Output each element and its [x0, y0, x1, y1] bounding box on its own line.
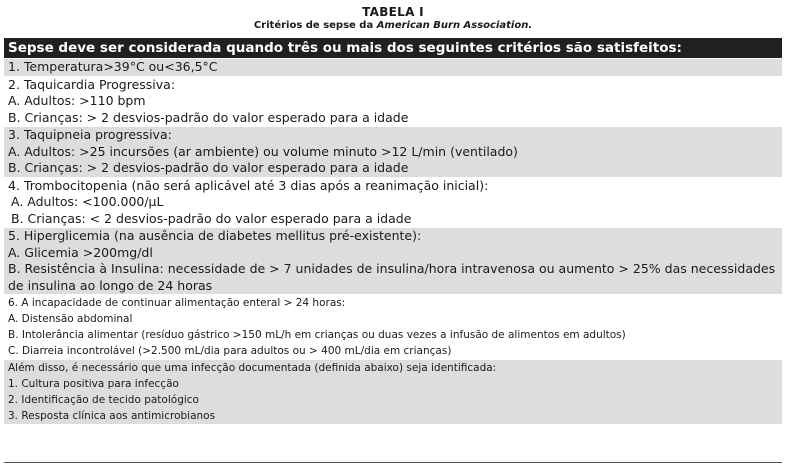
- caption-italic: American Burn Association.: [376, 20, 533, 31]
- criterion-thrombocytopenia: [4, 177, 782, 228]
- row-line: 3. Taquipneia progressiva:: [8, 127, 172, 142]
- criteria-table: [4, 38, 782, 424]
- row-line: Além disso, é necessário que uma infecção documentada (definida abaixo) seja identificada:: [8, 362, 497, 374]
- criterion-hyperglycemia: [4, 227, 782, 294]
- table-caption: [0, 19, 786, 32]
- row-line: 1. Cultura positiva para infecção: [8, 378, 179, 390]
- row-line: A. Distensão abdominal: [8, 313, 133, 325]
- criterion-tachypnea: [4, 126, 782, 177]
- row-line: 4. Trombocitopenia (não será aplicável até 3 dias após a reanimação inicial):: [8, 177, 489, 193]
- row-line: 2. Taquicardia Progressiva:: [8, 76, 176, 92]
- row-line: A. Adultos: >25 incursões (ar ambiente) ou volume minuto >12 L/min (ventilado): [8, 143, 518, 159]
- criterion-enteral-feeding: [4, 294, 782, 359]
- criterion-tachycardia: [4, 76, 782, 127]
- criterion-temperature: [4, 58, 782, 76]
- row-line: B. Crianças: > 2 desvios-padrão do valor esperado para a idade: [8, 109, 409, 125]
- row-line: 6. A incapacidade de continuar alimentação enteral > 24 horas:: [8, 297, 346, 309]
- row-line: B. Resistência à Insulina: necessidade de > 7 unidades de insulina/hora intravenosa ou aumento > 25% das necessidades de insulina ao longo de 24 horas: [8, 261, 776, 293]
- row-line: 5. Hiperglicemia (na ausência de diabetes mellitus pré-existente):: [8, 228, 422, 243]
- row-line: B. Crianças: > 2 desvios-padrão do valor esperado para a idade: [8, 160, 409, 175]
- bottom-rule: [4, 462, 782, 463]
- caption-prefix: Critérios de sepse da: [253, 20, 377, 31]
- row-line: B. Intolerância alimentar (resíduo gástrico >150 mL/h em crianças ou duas vezes a infusão de alimentos em adultos): [8, 329, 626, 341]
- row-line: A. Glicemia >200mg/dl: [8, 244, 153, 260]
- infection-requirement: [4, 359, 782, 424]
- table-header: Sepse deve ser considerada quando três ou mais dos seguintes critérios são satisfeitos:: [4, 38, 782, 58]
- row-line: A. Adultos: <100.000/µL: [11, 194, 164, 209]
- row-line: 1. Temperatura>39°C ou<36,5°C: [8, 59, 218, 74]
- table-title: TABELA I: [362, 5, 424, 19]
- row-line: 2. Identificação de tecido patológico: [8, 394, 199, 406]
- row-line: C. Diarreia incontrolável (>2.500 mL/dia para adultos ou > 400 mL/dia em crianças): [8, 345, 452, 357]
- row-line: B. Crianças: < 2 desvios-padrão do valor esperado para a idade: [11, 210, 412, 226]
- row-line: A. Adultos: >110 bpm: [8, 93, 146, 108]
- row-line: 3. Resposta clínica aos antimicrobianos: [8, 410, 216, 422]
